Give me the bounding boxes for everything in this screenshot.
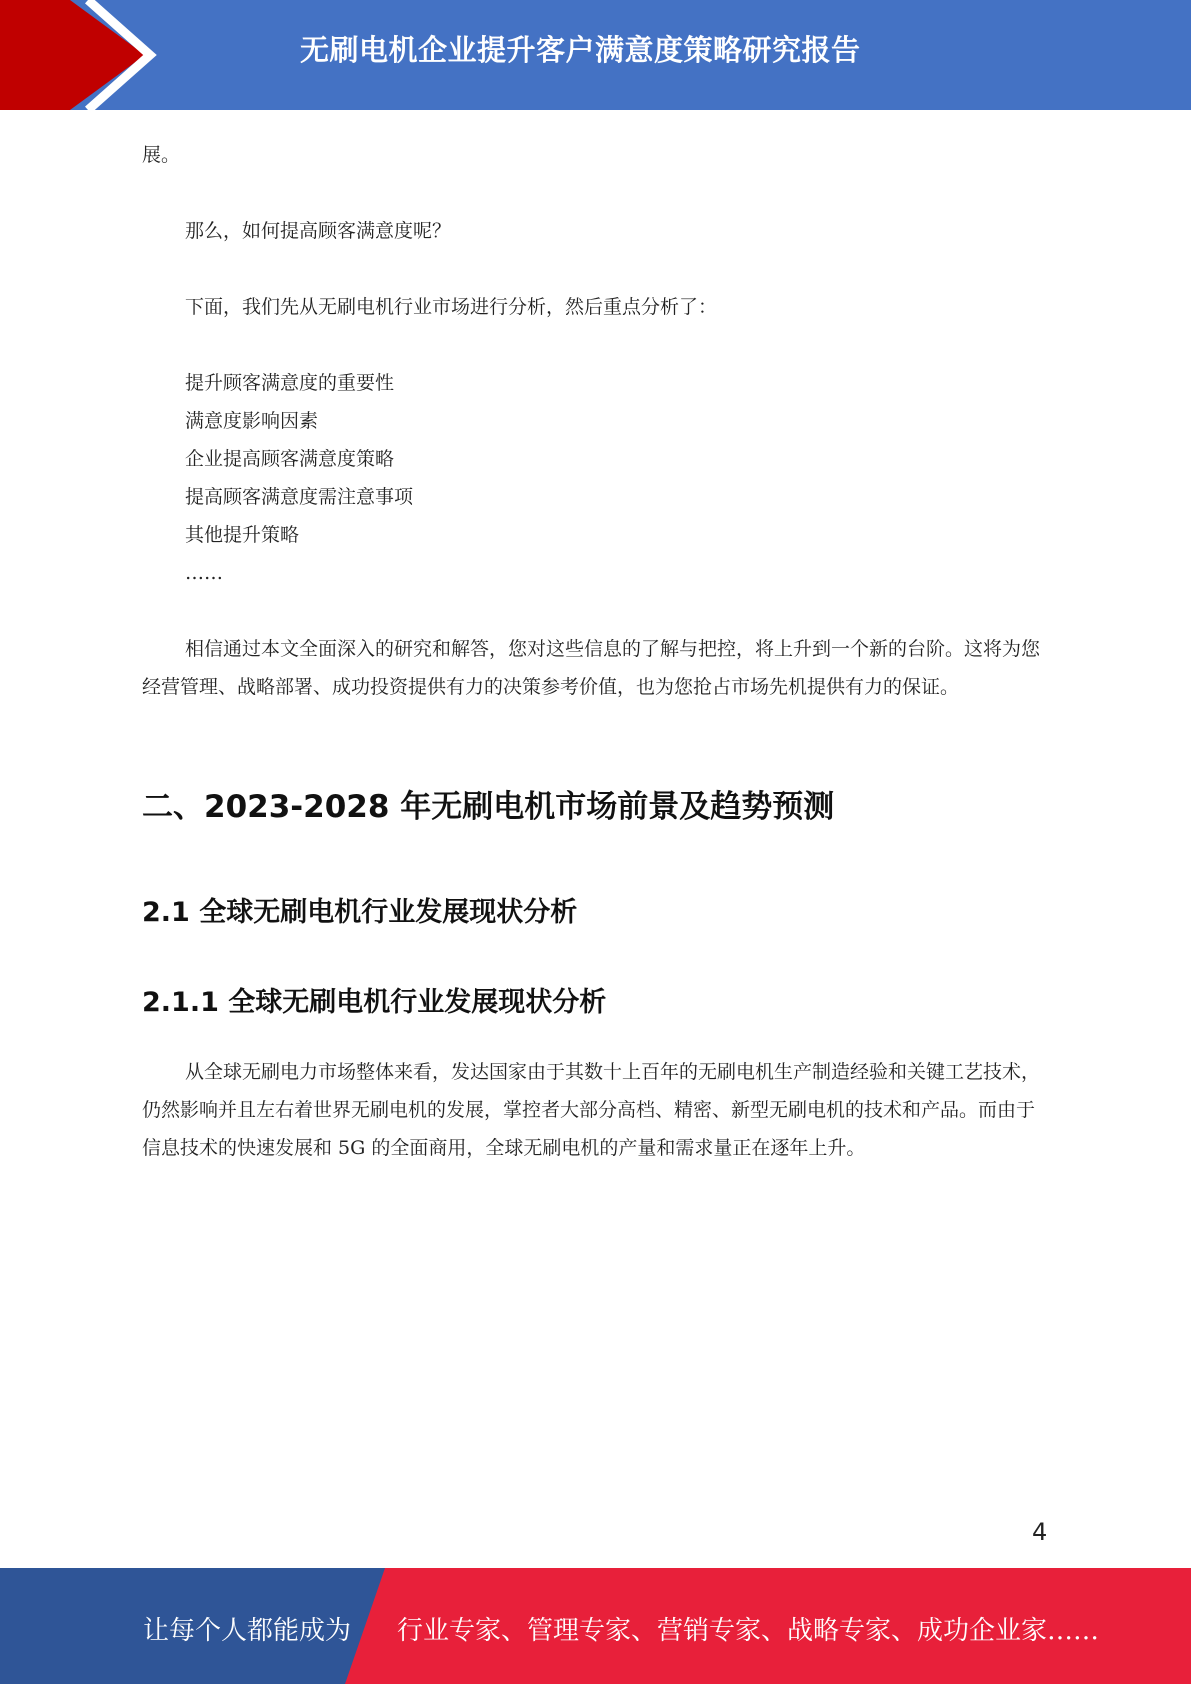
list-item: 其他提升策略: [185, 524, 300, 546]
section-content: [142, 1053, 1052, 1167]
section-heading-level1: 二、2023-2028 年无刷电机市场前景及趋势预测: [142, 789, 835, 825]
list-item: 企业提高顾客满意度策略: [185, 448, 395, 470]
page-header: [0, 0, 1191, 110]
paragraph-question: 那么，如何提高顾客满意度呢？: [185, 220, 452, 242]
paragraph-continued: 展。: [142, 144, 181, 166]
body-content: [142, 136, 1052, 706]
list-item: 提升顾客满意度的重要性: [185, 372, 395, 394]
topic-list: [142, 364, 1052, 592]
list-item: ……: [185, 562, 223, 584]
section-heading-level3: 2.1.1 全球无刷电机行业发展现状分析: [142, 987, 607, 1018]
footer-slogan-left: 让每个人都能成为: [143, 1616, 352, 1646]
list-item: 提高顾客满意度需注意事项: [185, 486, 414, 508]
paragraph-intro: 下面，我们先从无刷电机行业市场进行分析，然后重点分析了：: [185, 296, 718, 318]
section-heading-level2: 2.1 全球无刷电机行业发展现状分析: [142, 897, 578, 928]
paragraph-conclusion: 相信通过本文全面深入的研究和解答，您对这些信息的了解与把控，将上升到一个新的台阶。这将为您经营管理、战略部署、成功投资提供有力的决策参考价值，也为您抢占市场先机提供有力的保证。: [142, 638, 1041, 698]
page-number: 4: [1032, 1518, 1048, 1546]
list-item: 满意度影响因素: [185, 410, 319, 432]
document-title: 无刷电机企业提升客户满意度策略研究报告: [300, 33, 861, 67]
section-paragraph: 从全球无刷电力市场整体来看，发达国家由于其数十上百年的无刷电机生产制造经验和关键工艺技术，仍然影响并且左右着世界无刷电机的发展，掌控者大部分高档、精密、新型无刷电机的技术和产品。而由于信息技术的快速发展和 5G 的全面商用，全球无刷电机的产量和需求量正在逐年上升。: [142, 1061, 1041, 1159]
page-footer: [0, 1568, 1191, 1684]
footer-slogan-right: 行业专家、管理专家、营销专家、战略专家、成功企业家……: [397, 1616, 1100, 1646]
